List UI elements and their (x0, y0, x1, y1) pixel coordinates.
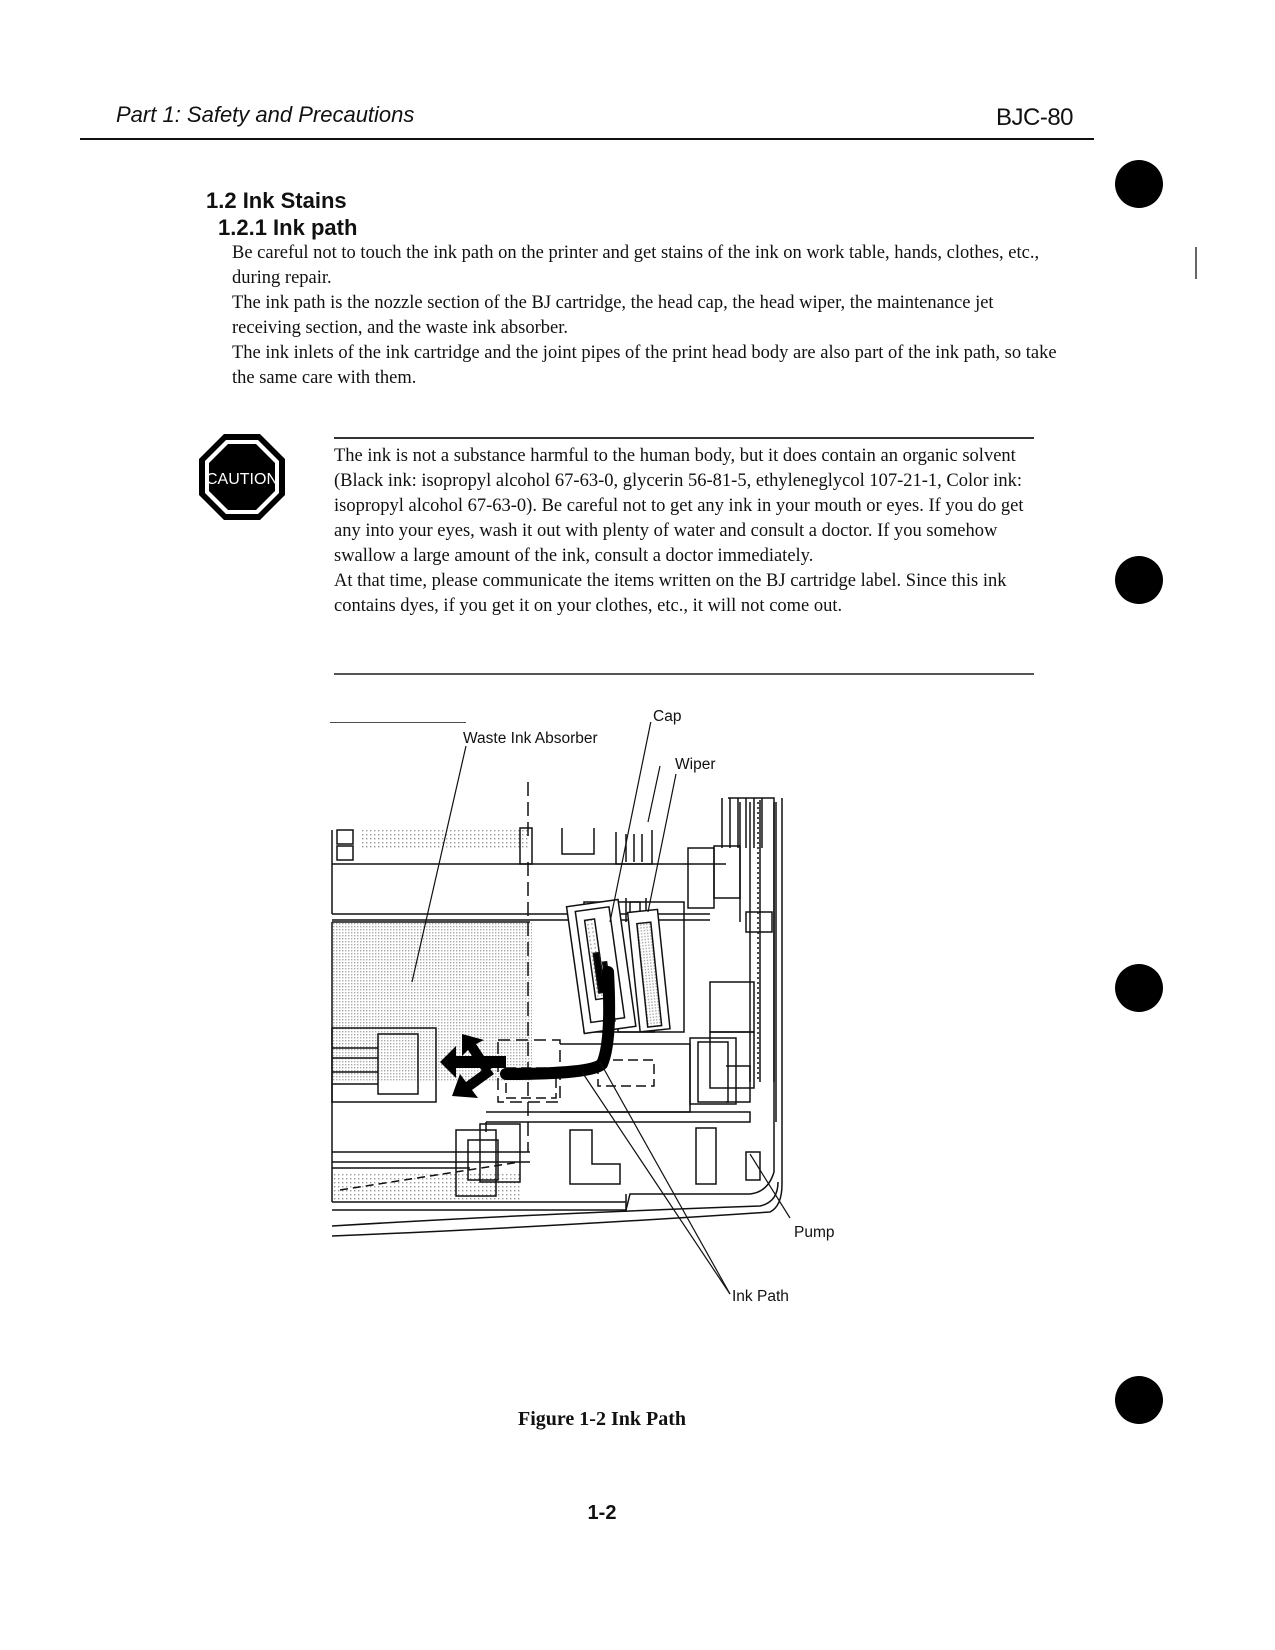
section-title: 1.2 Ink Stains (206, 188, 347, 213)
header-section-label: Part 1: Safety and Precautions (116, 102, 415, 127)
caution-octagon-icon (197, 432, 287, 522)
body-paragraph: Be careful not to touch the ink path on the printer and get stains of the ink on work table, hands, clothes, etc., during repair. (232, 243, 1040, 288)
page-number: 1-2 (587, 1502, 617, 1524)
body-paragraph: The ink inlets of the ink cartridge and the joint pipes of the print head body are also part of the ink path, so take the same care with them. (232, 343, 1057, 388)
caution-rule-bottom (334, 673, 1034, 675)
ink-path-diagram (330, 722, 890, 1362)
header-rule (80, 138, 1094, 140)
caution-paragraph: The ink is not a substance harmful to the human body, but it does contain an organic solvent (Black ink: isopropyl alcohol 67-63-0, glycerin 56-81-5, ethyleneglycol 107-21-1, Color ink: isopropyl alcohol 67-63-0). Be careful not to get any ink in your mouth or eyes. If you do get any into your eyes, wash it out with plenty of water and consult a doctor. If you somehow swallow a large amount of the ink, consult a doctor immediately. (334, 446, 1024, 566)
margin-mark (1195, 247, 1197, 279)
punch-hole (1115, 160, 1163, 208)
header-model: BJC-80 (996, 104, 1074, 131)
punch-hole (1115, 964, 1163, 1012)
body-text (232, 241, 1062, 391)
label-waste-ink-absorber: Waste Ink Absorber (463, 730, 598, 747)
caution-icon-label: CAUTION (206, 471, 278, 488)
label-pump: Pump (794, 1224, 835, 1241)
subsection-title: 1.2.1 Ink path (218, 215, 358, 240)
ink-path-figure (330, 708, 890, 1362)
label-ink-path: Ink Path (732, 1288, 789, 1305)
label-wiper: Wiper (675, 756, 716, 773)
figure-caption: Figure 1-2 Ink Path (518, 1408, 686, 1430)
label-cap: Cap (653, 708, 682, 725)
caution-text (334, 444, 1046, 619)
caution-rule-top (334, 437, 1034, 439)
caution-paragraph: At that time, please communicate the items written on the BJ cartridge label. Since this ink contains dyes, if you get it on your clothes, etc., it will not come out. (334, 571, 1007, 616)
punch-hole (1115, 556, 1163, 604)
body-paragraph: The ink path is the nozzle section of the BJ cartridge, the head cap, the head wiper, the maintenance jet receiving section, and the waste ink absorber. (232, 293, 994, 338)
